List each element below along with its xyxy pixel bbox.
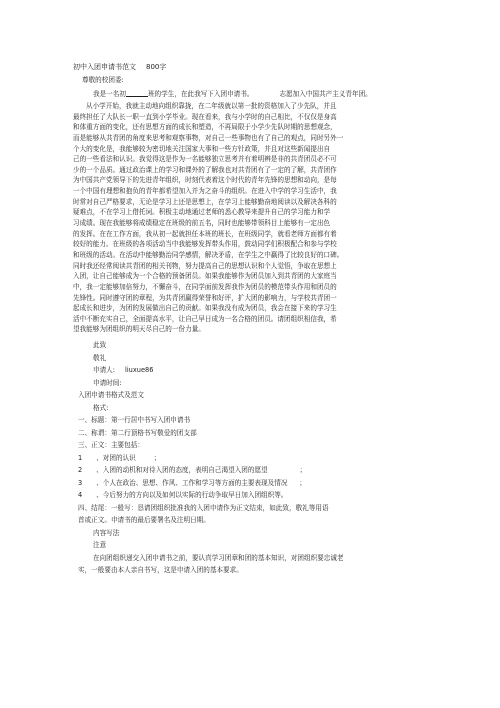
paragraph-line: 而是能够从共青团的角度来思考和观察事物，对自己一些事物也有了自己的观点，同时另外一 <box>73 133 344 142</box>
paragraph-line: 最终担任了大队长一职一直到小学毕业。现在看来，我与小学时的自己相比，不仅仅是身高 <box>73 112 337 121</box>
item-four-line: 四、结尾：一般写：恳请团组织批准我的入团申请作为正文结束，如此致，敬礼等用语 <box>78 504 329 512</box>
applicant-line <box>93 365 153 376</box>
paragraph-line: 先锋性。同时遵守团的章程，为共青团赢得荣誉和好评，扩大团的影响力，与学校共青团一 <box>73 293 337 302</box>
grade-blank <box>126 89 148 97</box>
content-item-tail: ； <box>299 466 307 474</box>
content-item-number: 3 <box>78 479 83 487</box>
closing-ci-zhi: 此致 <box>93 341 107 349</box>
intro-line <box>93 89 372 100</box>
paragraph-line: 入团，让自己能够成为一个合格的预备团员。如果我能够作为团员加入到共青团的大家庭当 <box>73 272 337 281</box>
paragraph-line: 习成绩。现在我能够将成绩稳定在班级的前五名，同时也能够带领科目上能够有一定出色 <box>73 219 331 228</box>
paragraph-line: 起成长和进步，为团的发展做出自己的贡献。如果我没有成为团员，我会在接下来的学习生 <box>73 304 337 313</box>
document-title <box>73 62 166 73</box>
paragraph-line: 个大的变化是，我能够较为密切地关注国家大事和一些方针政策，并且对这些新闻提出自 <box>73 144 331 153</box>
content-item-text: 、入团的动机和对待入团的态度，表明自己渴望入团的愿望 <box>96 466 268 474</box>
note-label: 注意 <box>93 541 107 549</box>
main-paragraph <box>73 101 429 335</box>
title-word-count: 800字 <box>146 63 167 71</box>
content-item-text: 、个人在政治、思想、作风、工作和学习等方面的主要表现及情况 <box>96 479 288 487</box>
paragraph-line: 少的一个品质。通过政治课上的学习和课外的了解我也对共青团有了一定的了解，共青团作 <box>73 165 337 174</box>
paragraph-line: 从小学开始，我就主动地向组织靠拢，在二年级就以第一批的资格加入了少先队，并且 <box>86 102 337 110</box>
content-item <box>78 478 306 489</box>
paragraph-line: 疑难点，不在学习上借托词。积极主动地通过老师的悉心教导来提升自己的学习能力和学 <box>73 208 331 217</box>
content-item <box>78 453 160 464</box>
intro-start: 我是一名初 <box>93 90 126 98</box>
paragraph-line: 同时我还经常阅读共青团的相关刊物，努力提高自己的思想认识和个人觉悟，争取在思想上 <box>73 261 337 270</box>
content-item-tail: ； <box>299 479 307 487</box>
format-item: 一、标题：第一行居中书写入团申请书 <box>78 416 191 424</box>
format-item: 三、正文：主要包括： <box>78 441 144 449</box>
paragraph-line: 中，我一定能够加倍努力，不懈奋斗，在同学面前发挥我作为团员的模范带头作用和团员的 <box>73 282 337 291</box>
paragraph-line: 为中国共产党领导下的先进青年组织，时刻代表着这个时代的青年先锋的思想和动向，是每 <box>73 176 337 185</box>
closing-jing-li: 敬礼 <box>93 354 107 362</box>
intro-end: 志愿加入中国共产主义青年团。 <box>279 90 372 98</box>
paragraph-line: 望我能够为团组织的明天尽自己的一份力量。 <box>73 325 205 334</box>
content-item-tail: ； <box>153 454 161 462</box>
paragraph-line: 活中不断充实自己，全面提高水平，让自己早日成为一名合格的团员。请团组织相信我，希 <box>73 314 337 323</box>
title-text: 初中入团申请书范文 <box>73 63 136 71</box>
content-item-text: 、今后努力的方向以及如何以实际的行动争取早日加入团组织等。 <box>96 491 288 499</box>
paragraph-line: 一个中国有理想和抱负的青年都希望加入并为之奋斗的组织。在进入中学的学习生活中，我 <box>73 187 337 196</box>
item-four-line: 首或正文。申请书的最后要署名及注明日期。 <box>78 516 210 524</box>
paragraph-line: 和班级的活动。在活动中能够勤治同学感情，解决矛盾，在学生之中赢得了比较良好的口碑。 <box>73 250 344 259</box>
salutation: 尊敬的校团委: <box>82 76 124 84</box>
apply-time-label: 申请时间: <box>93 379 122 387</box>
section-title: 入团申请书格式及范文 <box>78 391 144 399</box>
format-item: 二、称谓：第二行顶格书写敬爱的团支部 <box>78 429 197 437</box>
intro-mid: 班的学生，在此我写下入团申请书。 <box>147 90 254 98</box>
paragraph-line: 的发挥。在在工作方面，我从初一起就担任本班的班长，在班级同学，就看老师方面都有着 <box>73 229 337 238</box>
format-label: 格式: <box>93 404 109 412</box>
content-item <box>78 465 306 476</box>
note-line: 在向团组织递交入团申请书之前，要认真学习团章和团的基本知识，对团组织要忠诚老 <box>93 554 344 562</box>
paragraph-line: 较好的能力。在班级的各项活动当中我能够发挥带头作用，鼓动同学们积极配合和参与学校 <box>73 240 337 249</box>
content-label: 内容写法 <box>93 529 120 537</box>
content-item-number: 4 <box>78 491 83 499</box>
content-item-number: 2 <box>78 466 83 474</box>
paragraph-line: 己的一些看法和认识。我觉得这是作为一名能够独立思考并有着明辨是非的共青团员必不可 <box>73 155 337 164</box>
note-line: 实，一般要由本人亲自书写，这是申请入团的基本要求。 <box>78 566 243 574</box>
content-item-number: 1 <box>78 454 83 462</box>
content-item-text: 、对团的认识 <box>96 454 136 462</box>
applicant-name: liuxue86 <box>125 366 154 374</box>
paragraph-line: 和体重方面的变化，还有思想方面的成长和塑造，不再局限于小学少先队时期的思想观念， <box>73 123 337 132</box>
applicant-label: 申请人: <box>93 366 116 374</box>
content-item <box>78 490 287 501</box>
paragraph-line: 时常对自己严格要求，无论是学习上还是思想上，在学习上能够勤奋地阅读以及解决各科的 <box>73 197 337 206</box>
